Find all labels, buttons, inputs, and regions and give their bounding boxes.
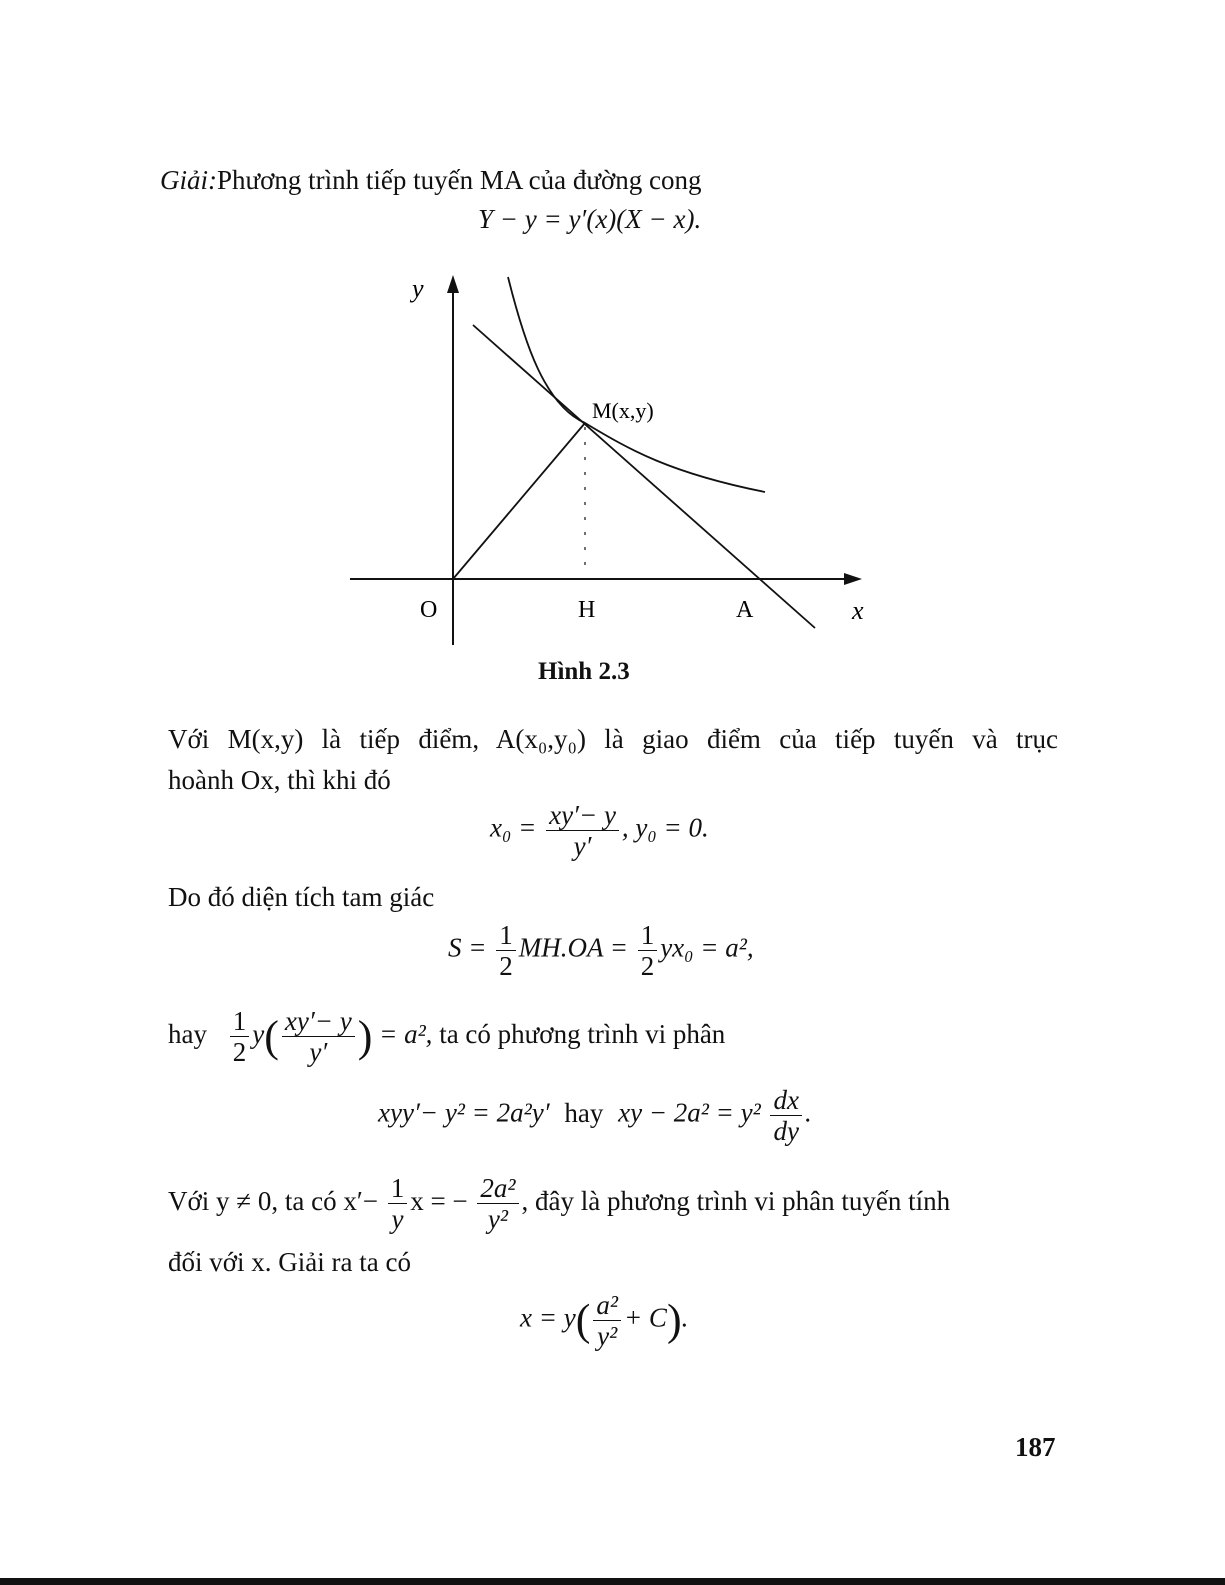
x0-equation xyxy=(490,800,709,861)
final-paren-open: ( xyxy=(575,1295,591,1345)
x0-numerator: xy′− y xyxy=(546,800,619,831)
area-half-1-den: 2 xyxy=(499,951,513,981)
para3-den: y′ xyxy=(309,1037,328,1068)
figure-caption: Hình 2.3 xyxy=(538,658,630,685)
final-end: . xyxy=(681,1302,689,1333)
x0-fraction xyxy=(546,800,619,861)
area-tail: yx₀ = a², xyxy=(660,932,754,963)
page-number: 187 xyxy=(1015,1432,1056,1462)
para3-y: y xyxy=(252,1019,265,1049)
para3-eq: = a², xyxy=(379,1019,433,1049)
area-s: S = xyxy=(448,932,487,963)
x0-rest: , y₀ = 0. xyxy=(621,812,709,843)
para2: Do đó diện tích tam giác xyxy=(168,882,435,912)
area-equation xyxy=(448,920,754,981)
para3-half-num: 1 xyxy=(230,1006,250,1037)
area-half-2 xyxy=(638,920,658,981)
para3-half xyxy=(230,1006,250,1067)
x0-denominator: y′ xyxy=(573,831,592,861)
para4-fraction xyxy=(477,1173,518,1234)
final-fraction xyxy=(593,1290,621,1351)
curve xyxy=(508,277,765,492)
final-plus: + C xyxy=(623,1302,667,1333)
tangent-line xyxy=(473,325,815,628)
om-line xyxy=(453,423,585,579)
diff-den: dy xyxy=(773,1116,799,1146)
para3-num: xy′− y xyxy=(282,1006,355,1037)
final-lhs: x = y xyxy=(520,1302,576,1333)
axis-y-label: y xyxy=(412,274,424,303)
para4-line1 xyxy=(168,1168,950,1234)
y-axis-arrow-icon xyxy=(447,275,459,293)
intro-line xyxy=(160,163,702,197)
tangent-equation: Y − y = y′(x)(X − x). xyxy=(478,204,702,234)
diff-rhs: xy − 2a² = y² xyxy=(618,1097,761,1128)
diff-equation xyxy=(378,1085,812,1146)
area-half-1-num: 1 xyxy=(496,920,516,951)
point-a-label: A xyxy=(736,597,754,623)
para3-paren-close: ) xyxy=(357,1011,373,1061)
para4-mid: x = − xyxy=(410,1186,468,1216)
point-h-label: H xyxy=(578,597,596,623)
x-axis-arrow-icon xyxy=(844,573,862,585)
para4-inv-y-num: 1 xyxy=(388,1173,408,1204)
point-o-label: O xyxy=(420,597,438,623)
para4-start: Với y ≠ 0, ta có x′− xyxy=(168,1186,378,1216)
area-half-1 xyxy=(496,920,516,981)
para4-inv-y xyxy=(388,1173,408,1234)
para1-line2: hoành Ox, thì khi đó xyxy=(168,765,391,795)
tangent-figure xyxy=(340,255,880,650)
x0-lhs: x₀ = xyxy=(490,812,537,843)
area-mid: MH.OA = xyxy=(518,932,628,963)
para3-half-den: 2 xyxy=(232,1037,247,1068)
diff-lhs: xyy′− y² = 2a²y′ xyxy=(378,1097,550,1128)
final-equation xyxy=(520,1290,688,1351)
solution-label: Giải: xyxy=(160,165,217,195)
diff-num: dx xyxy=(770,1085,801,1116)
para3-fraction xyxy=(282,1006,355,1067)
para3-paren-open: ( xyxy=(264,1011,279,1061)
para4-end: , đây là phương trình vi phân tuyến tính xyxy=(521,1186,951,1216)
para3-hay: hay xyxy=(168,1019,207,1049)
bottom-border xyxy=(0,1578,1225,1585)
diff-fraction xyxy=(770,1085,801,1146)
area-half-2-den: 2 xyxy=(640,951,655,981)
para4-line2: đối với x. Giải ra ta có xyxy=(168,1247,411,1277)
final-den: y² xyxy=(597,1321,618,1351)
axis-x-label: x xyxy=(852,596,864,625)
diff-hay: hay xyxy=(564,1097,604,1128)
final-paren-close: ) xyxy=(666,1295,682,1345)
point-m-label: M(x,y) xyxy=(592,398,654,423)
para3-text: ta có phương trình vi phân xyxy=(439,1019,726,1049)
para4-num: 2a² xyxy=(477,1173,518,1204)
para3 xyxy=(168,998,725,1070)
para1-line1: Với M(x,y) là tiếp điểm, A(x₀,y₀) là giao điểm của tiếp tuyến và trục xyxy=(168,724,1058,754)
final-num: a² xyxy=(593,1290,621,1321)
area-half-2-num: 1 xyxy=(638,920,658,951)
para4-den: y² xyxy=(487,1204,509,1235)
para4-inv-y-den: y xyxy=(391,1204,404,1235)
intro-text: Phương trình tiếp tuyến MA của đường cong xyxy=(217,165,702,195)
diff-end: . xyxy=(804,1097,812,1128)
